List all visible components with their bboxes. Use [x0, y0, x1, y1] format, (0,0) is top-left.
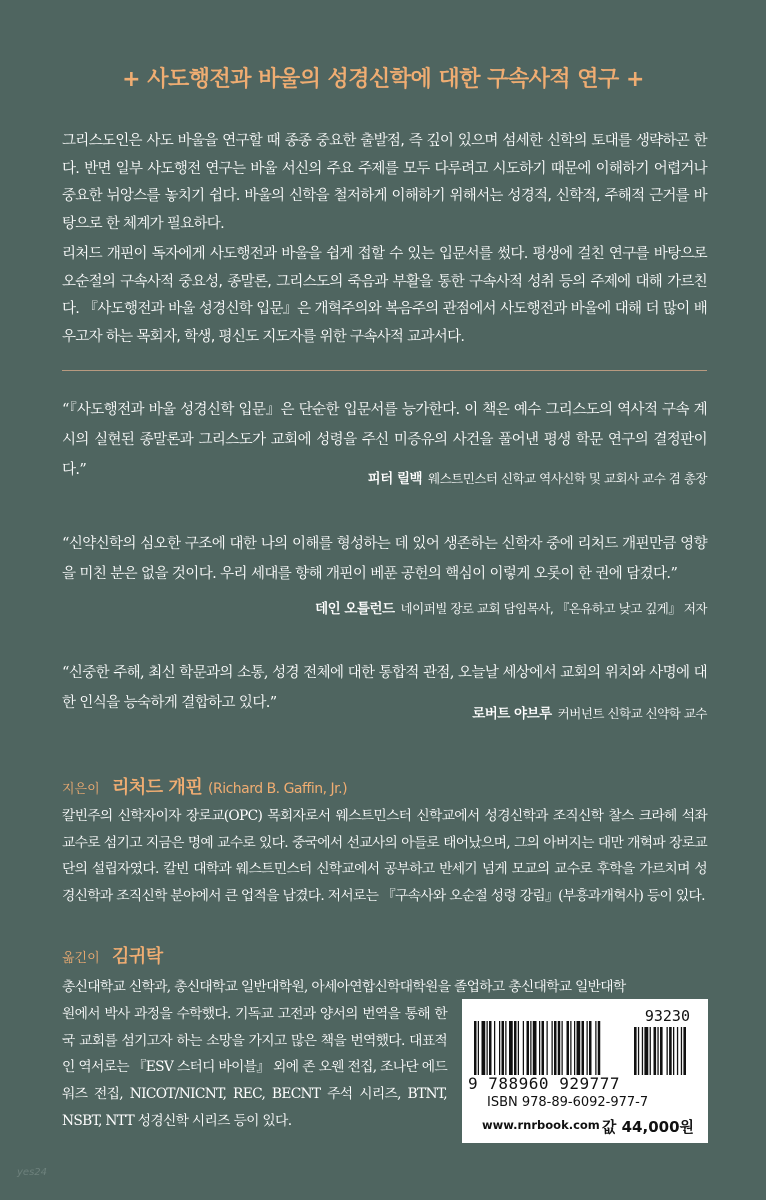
barcode-addon-number: 93230: [644, 1007, 690, 1025]
barcode-addon-bar: [683, 1027, 686, 1075]
barcode-label: [462, 999, 708, 1143]
barcode-bar: [547, 1021, 548, 1075]
barcode-bar: [595, 1021, 596, 1075]
intro-paragraph-1: 그리스도인은 사도 바울을 연구할 때 종종 중요한 출발점, 즉 깊이 있으며 섬세한 신학의 토대를 생략하곤 한다. 반면 일부 사도행전 연구는 바울 서신의 주요 주제를 모두 다루려고 시도하기 때문에 이해하기 어렵거나 중요한 뉘앙스를 놓치기 쉽다. 바울의 신학을 철저하게 이해하기 위해서는 성경적, 신학적, 주해적 근거를 바탕으로 한 체계가 필요하다.: [62, 133, 707, 232]
translator-bio-line-1: 총신대학교 신학과, 총신대학교 일반대학원, 아세아연합신학대학원을 졸업하고 총신대학교 일반대학: [62, 979, 626, 995]
translator-label: 옮긴이: [62, 951, 100, 966]
barcode-bar: [567, 1021, 570, 1075]
isbn-number: ISBN 978-89-6092-977-7: [487, 1095, 649, 1110]
barcode-bar: [552, 1021, 553, 1075]
barcode-bar: [482, 1021, 486, 1075]
barcode-bar: [539, 1021, 540, 1075]
barcode-bar: [478, 1021, 479, 1075]
barcode-bar: [505, 1021, 506, 1075]
barcode-addon-bar: [657, 1027, 658, 1075]
book-price: 값 44,000원: [601, 1118, 694, 1136]
translator-name: 김귀탁: [112, 946, 163, 967]
author-label: 지은이: [62, 782, 100, 797]
barcode-bar: [499, 1021, 500, 1075]
endorsement-attribution-3: [472, 702, 707, 722]
barcode-addon-bar: [654, 1027, 657, 1075]
barcode-bar: [518, 1021, 519, 1075]
barcode-bar: [558, 1021, 561, 1075]
publisher-website: www.rnrbook.com: [482, 1118, 600, 1132]
barcode-addon-bar: [634, 1027, 637, 1075]
endorser-role: 네이퍼빌 장로 교회 담임목사, 『온유하고 낮고 깊게』 저자: [400, 601, 707, 616]
barcode-addon-bar: [667, 1027, 668, 1075]
barcode-bar: [570, 1021, 571, 1075]
barcode-bar: [589, 1021, 592, 1075]
endorsement-quote-3: “신중한 주해, 최신 학문과의 소통, 성경 전체에 대한 통합적 관점, 오늘날 세상에서 교회의 위치와 사명에 대한 인식을 능숙하게 결합하고 있다.”: [62, 665, 707, 711]
barcode-addon-bar: [660, 1027, 663, 1075]
endorser-role: 웨스트민스터 신학교 역사신학 및 교회사 교수 겸 총장: [428, 471, 707, 486]
barcode-bar: [562, 1021, 563, 1075]
endorsement-attribution-1: [368, 467, 707, 487]
barcode-addon-bar: [638, 1027, 639, 1075]
barcode-addon-bar: [650, 1027, 651, 1075]
barcode-bar: [577, 1021, 581, 1075]
barcode-bar: [523, 1021, 524, 1075]
author-name: [112, 773, 347, 799]
endorsement-quote-1: “『사도행전과 바울 성경신학 입문』은 단순한 입문서를 능가한다. 이 책은 예수 그리스도의 역사적 구속 계시의 실현된 종말론과 그리스도가 교회에 성령을 주신 미증유의 사건을 풀어낸 평생 학문 연구의 결정판이다.”: [62, 402, 707, 478]
barcode-image: [474, 1021, 698, 1075]
section-divider: [62, 370, 707, 371]
barcode-addon-bar: [681, 1027, 682, 1075]
barcode-bar: [494, 1021, 495, 1075]
barcode-bar: [509, 1021, 513, 1075]
barcode-bar: [514, 1021, 517, 1075]
barcode-bar: [533, 1021, 537, 1075]
barcode-addon-bar: [642, 1027, 643, 1075]
watermark-stamp: yes24: [17, 1167, 48, 1178]
translator-bio: 원에서 박사 과정을 수학했다. 기독교 고전과 양서의 번역을 통해 한국 교회를 섬기고자 하는 소망을 가지고 많은 책을 번역했다. 대표적인 역서로는 『ESV 스터디 바이블』 외에 존 오웬 전집, 조나단 에드워즈 전집, NICOT/NICNT, REC, BECNT 주석 시리즈, BTNT, NSBT, NTT 성경신학 시리즈 등이 있다.: [62, 1006, 447, 1129]
back-cover-title: + 사도행전과 바울의 성경신학에 대한 구속사적 연구 +: [122, 67, 644, 92]
author-bio: 칼빈주의 신학자이자 장로교(OPC) 목회자로서 웨스트민스터 신학교에서 성경신학과 조직신학 찰스 크라헤 석좌 교수로 섬기고 지금은 명예 교수로 있다. 중국에서 선교사의 아들로 태어났으며, 그의 아버지는 대만 개혁파 장로교단의 설립자였다. 칼빈 대학과 웨스트민스터 신학교에서 공부하고 반세기 넘게 모교의 교수로 후학을 가르치며 성경신학과 조직신학 분야에서 큰 업적을 남겼다. 저서로는 『구속사와 오순절 성령 강림』(부흥과개혁사) 등이 있다.: [62, 808, 707, 905]
barcode-digits: 9 788960 929777: [468, 1074, 620, 1093]
barcode-addon-bar: [673, 1027, 674, 1075]
author-name-en: (Richard B. Gaffin, Jr.): [208, 781, 348, 797]
barcode-bar: [474, 1021, 477, 1075]
barcode-bar: [502, 1021, 505, 1075]
barcode-bar: [587, 1021, 588, 1075]
author-name-ko: 리처드 개핀: [112, 777, 203, 798]
barcode-bar: [542, 1021, 545, 1075]
barcode-bar: [530, 1021, 531, 1075]
barcode-addon-bar: [644, 1027, 648, 1075]
barcode-bar: [574, 1021, 575, 1075]
barcode-bar: [487, 1021, 488, 1075]
barcode-addon-bar: [669, 1027, 672, 1075]
barcode-bar: [554, 1021, 557, 1075]
endorser-name: 로버트 야브루: [472, 706, 552, 722]
intro-paragraph-2: 리처드 개핀이 독자에게 사도행전과 바울을 쉽게 접할 수 있는 입문서를 썼다. 평생에 걸친 연구를 바탕으로 오순절의 구속사적 중요성, 종말론, 그리스도의 죽음과 부활을 통한 구속사적 성취 등의 주제에 대해 가르친다. 『사도행전과 바울 성경신학 입문』은 개혁주의와 복음주의 관점에서 사도행전과 바울에 대해 더 많이 배우고자 하는 목회자, 학생, 평신도 지도자를 위한 구속사적 교과서다.: [62, 246, 707, 345]
barcode-bar: [598, 1021, 601, 1075]
barcode-bar: [489, 1021, 492, 1075]
endorsement-quote-2: “신약신학의 심오한 구조에 대한 나의 이해를 형성하는 데 있어 생존하는 신학자 중에 리처드 개핀만큼 영향을 미친 분은 없을 것이다. 우리 세대를 향해 개핀이 베푼 공헌의 핵심이 이렇게 오롯이 한 권에 담겼다.”: [62, 536, 707, 582]
endorsement-attribution-2: [315, 597, 707, 617]
endorser-role: 커버넌트 신학교 신약학 교수: [557, 706, 707, 721]
barcode-bar: [582, 1021, 585, 1075]
barcode-bar: [527, 1021, 530, 1075]
endorser-name: 데인 오틀런드: [315, 601, 395, 617]
barcode-addon-bar: [677, 1027, 678, 1075]
endorser-name: 피터 릴백: [367, 471, 423, 487]
